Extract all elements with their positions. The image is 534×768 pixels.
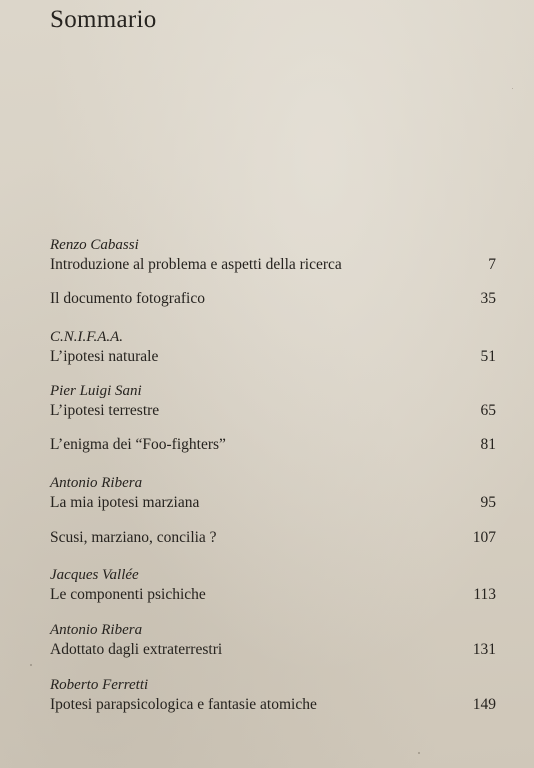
toc-page-number: 131 [472,641,496,658]
toc-row [50,255,496,275]
toc-author: Renzo Cabassi [50,237,139,253]
paper-speck [30,664,32,666]
toc-author: Antonio Ribera [50,622,143,638]
toc-title: La mia ipotesi marziana [50,494,200,511]
toc-page-number: 81 [480,436,496,453]
toc-row [50,585,496,605]
toc-entry [50,382,496,421]
toc-row [50,493,496,513]
toc-page-number: 7 [488,256,496,273]
toc-row [50,347,496,367]
toc-author: Jacques Vallée [50,567,139,583]
toc-title: L’enigma dei “Foo-fighters” [50,436,226,453]
toc-author: Pier Luigi Sani [50,383,142,399]
toc-title: Il documento fotografico [50,290,205,307]
toc-entry [50,566,496,605]
toc-author: Roberto Ferretti [50,677,149,693]
toc-title: L’ipotesi terrestre [50,402,160,419]
toc-author: C.N.I.F.A.A. [50,329,124,345]
toc-row [50,528,496,548]
toc-row [50,695,496,715]
toc-page-number: 51 [480,348,496,365]
toc-page-number: 95 [480,494,496,511]
toc-title: Scusi, marziano, concilia ? [50,529,217,546]
toc-page-number: 113 [473,586,496,603]
toc-title: Ipotesi parapsicologica e fantasie atomiche [50,696,317,713]
toc-page-number: 107 [472,529,496,546]
toc-page-number: 149 [472,696,496,713]
toc-row [50,640,496,660]
toc-entry [50,676,496,715]
toc-entry [50,621,496,660]
paper-speck [512,88,513,89]
toc-row [50,435,496,455]
toc-row [50,401,496,421]
toc-title: Le componenti psichiche [50,586,206,603]
toc-entry [50,236,496,275]
toc-entry [50,289,496,309]
page-title: Sommario [50,6,157,33]
toc-entry [50,474,496,513]
toc-entry [50,328,496,367]
toc-page-number: 35 [480,290,496,307]
paper-speck [418,752,420,754]
toc-title: L’ipotesi naturale [50,348,159,365]
toc-title: Introduzione al problema e aspetti della ricerca [50,256,342,273]
toc-row [50,289,496,309]
toc-page-number: 65 [480,402,496,419]
toc-author: Antonio Ribera [50,475,143,491]
toc-entry [50,435,496,455]
toc-title: Adottato dagli extraterrestri [50,641,223,658]
toc-entry [50,528,496,548]
